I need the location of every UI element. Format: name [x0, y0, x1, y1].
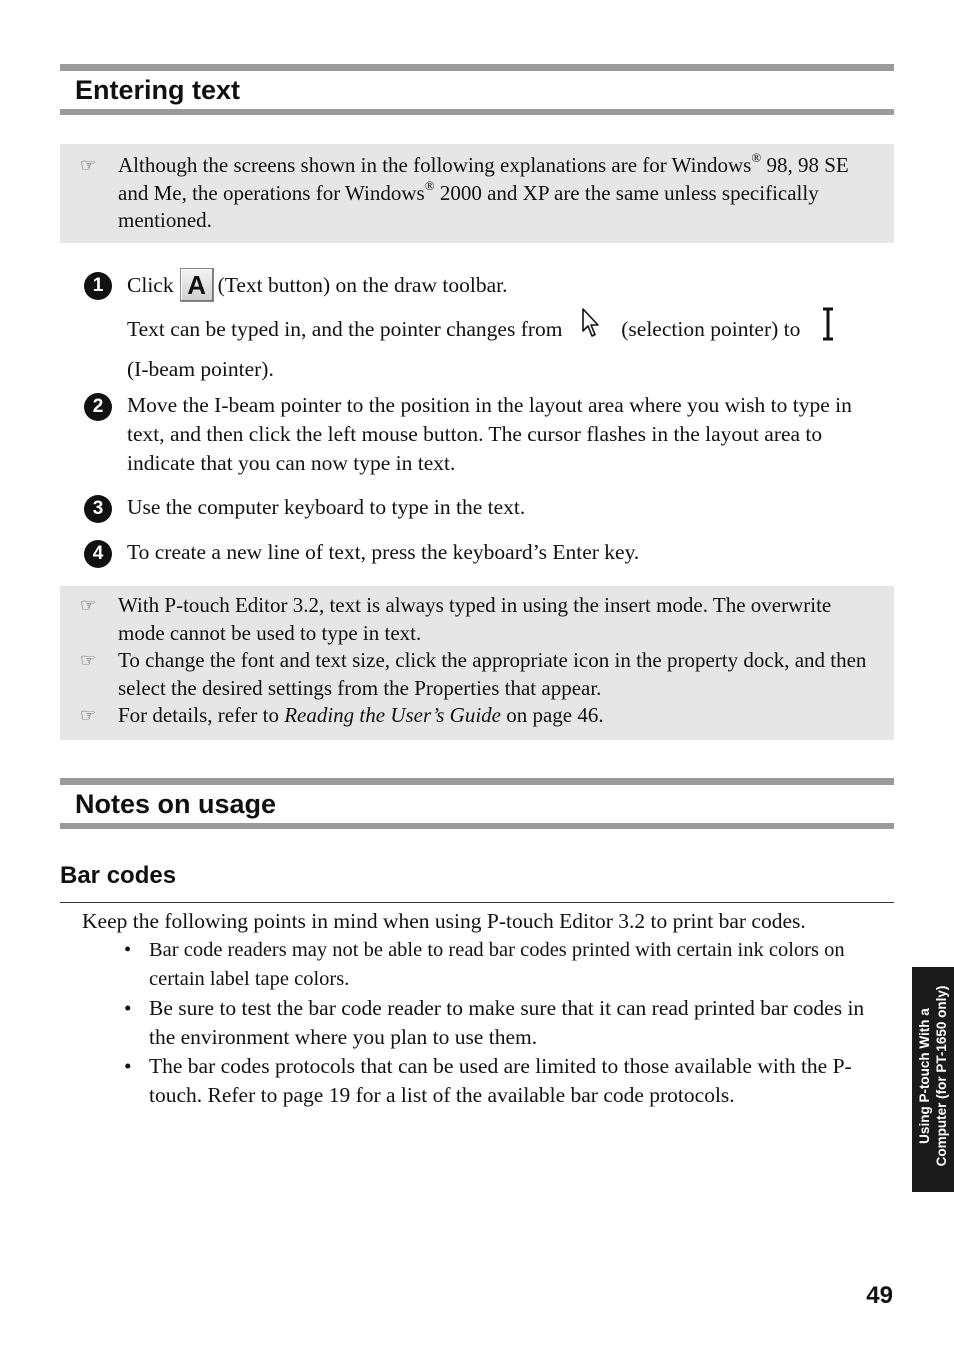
chapter-side-tab	[912, 967, 954, 1192]
note-item: ☞ For details, refer to Reading the User’s Guide on page 46.	[60, 702, 894, 730]
bullet-icon: •	[124, 939, 132, 961]
step-1	[84, 270, 894, 384]
section-heading-entering-text	[60, 64, 894, 115]
step-body: Click A (Text button) on the draw toolbar. Text can be typed in, and the pointer changes from (selection pointer) to (I-beam pointer).	[127, 270, 894, 384]
pointing-hand-icon: ☞	[80, 595, 97, 616]
section-title: Entering text	[75, 75, 241, 105]
note-box-editing	[60, 586, 894, 740]
step-number-badge: 2	[84, 393, 112, 421]
subheading-bar-codes: Bar codes	[60, 862, 177, 889]
step-text: Use the computer keyboard to type in the text.	[127, 495, 526, 519]
step-number-badge: 4	[84, 540, 112, 568]
note-text: Although the screens shown in the following explanations are for Windows® 98, 98 SE and Me, the operations for Windows® 2000 and XP are the same unless specifically mentioned.	[118, 150, 849, 232]
chapter-tab-label: Using P-touch With a Computer (for PT-1650 only)	[917, 985, 949, 1167]
heading-rule-top	[60, 64, 894, 71]
bar-codes-list	[124, 936, 894, 1110]
list-item: • The bar codes protocols that can be used are limited to those available with the P-touch. Refer to page 19 for a list of the available bar code protocols.	[124, 1054, 852, 1107]
bullet-icon: •	[124, 996, 132, 1020]
subheading-rule	[60, 902, 894, 903]
note-item: ☞ To change the font and text size, click the appropriate icon in the property dock, and then select the desired settings from the Properties that appear.	[80, 648, 867, 700]
i-beam-pointer-icon	[820, 307, 836, 349]
heading-rule-bottom	[60, 823, 894, 829]
bar-codes-intro: Keep the following points in mind when using P-touch Editor 3.2 to print bar codes.	[82, 909, 806, 933]
pointing-hand-icon: ☞	[80, 650, 97, 671]
note-item	[60, 152, 894, 235]
step-2	[84, 391, 894, 478]
page-number: 49	[866, 1282, 893, 1309]
heading-rule-bottom	[60, 109, 894, 115]
pointing-hand-icon: ☞	[80, 155, 97, 176]
bullet-icon: •	[124, 1054, 132, 1078]
section-title: Notes on usage	[75, 789, 277, 819]
list-item: • Be sure to test the bar code reader to make sure that it can read printed bar codes in the environment where you plan to use them.	[124, 996, 865, 1049]
step-3	[84, 493, 894, 522]
pointing-hand-icon: ☞	[80, 705, 97, 726]
section-heading-notes-on-usage	[60, 778, 894, 829]
step-number-badge: 1	[84, 272, 112, 300]
step-4	[84, 538, 894, 567]
text-button-icon: A	[180, 268, 214, 302]
note-item: ☞ With P-touch Editor 3.2, text is always typed in using the insert mode. The overwrite mode cannot be used to type in text.	[80, 593, 832, 645]
note-box-windows	[60, 144, 894, 243]
list-item: • Bar code readers may not be able to read bar codes printed with certain ink colors on certain label tape colors.	[124, 936, 894, 994]
step-number-badge: 3	[84, 495, 112, 523]
step-text: Move the I-beam pointer to the position in the layout area where you wish to type in text, and then click the left mouse button. The cursor flashes in the layout area to indicate that you can now type in text.	[127, 393, 852, 475]
guide-title: Reading the User’s Guide	[284, 703, 501, 727]
step-text: To create a new line of text, press the keyboard’s Enter key.	[127, 540, 640, 564]
selection-pointer-icon	[580, 307, 602, 349]
heading-rule-top	[60, 778, 894, 785]
